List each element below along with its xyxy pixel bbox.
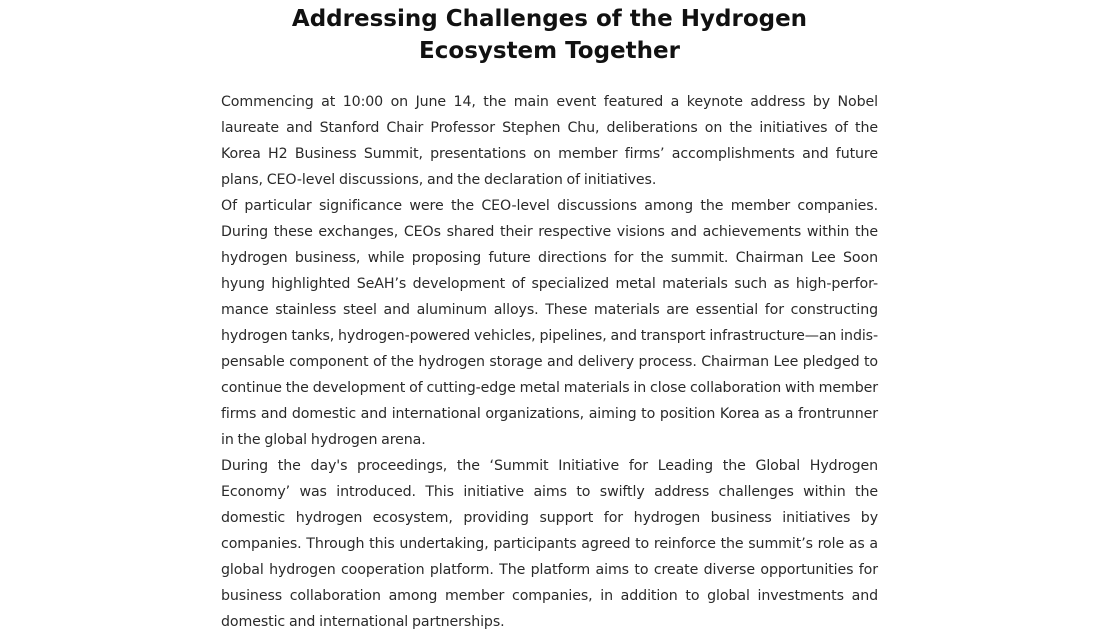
article-title — [101, 3, 998, 67]
article-body — [221, 89, 878, 635]
paragraph-summit-initiative: During the day's proceedings, the ‘Summit Initiative for Leading the Global Hydrogen Economy’ was introduced. This initiative aims to swiftly address challenges within the domestic hydrogen ecosystem, providing support for hydrogen business initiatives by companies. Through this undertaking, participants agreed to reinforce the summit’s role as a global hydrogen cooperation platform. The platform aims to create diverse opportunities for business collaboration among member companies, in addition to global investments and domestic and international partnerships. — [221, 458, 878, 630]
paragraph-keynote: Commencing at 10:00 on June 14, the main event featured a keynote address by Nobel laureate and Stanford Chair Professor Stephen Chu, deliberations on the initiatives of the Korea H2 Business Summit, presentations on member firms’ accomplishments and future plans, CEO-level discussions, and the declaration of initiatives. — [221, 94, 878, 188]
paragraph-ceo-discussions: Of particular significance were the CEO-level discussions among the member companies. During these exchanges, CEOs shared their respective visions and achievements within the hydrogen business, while proposing future directions for the summit. Chairman Lee Soon hyung highlighted SeAH’s development of specialized metal materials such as high-perfor-mance stainless steel and aluminum alloys. These materials are essential for constructing hydrogen tanks, hydrogen-powered vehicles, pipelines, and transport infrastructure—an indis-pensable component of the hydrogen storage and delivery process. Chairman Lee pledged to continue the development of cutting-edge metal materials in close collaboration with member firms and domestic and international organizations, aiming to position Korea as a frontrunner in the global hydrogen arena. — [221, 198, 878, 448]
article — [221, 0, 878, 635]
article-title-line-1: Addressing Challenges of the Hydrogen — [291, 6, 808, 32]
article-title-line-2: Ecosystem Together — [419, 38, 680, 64]
